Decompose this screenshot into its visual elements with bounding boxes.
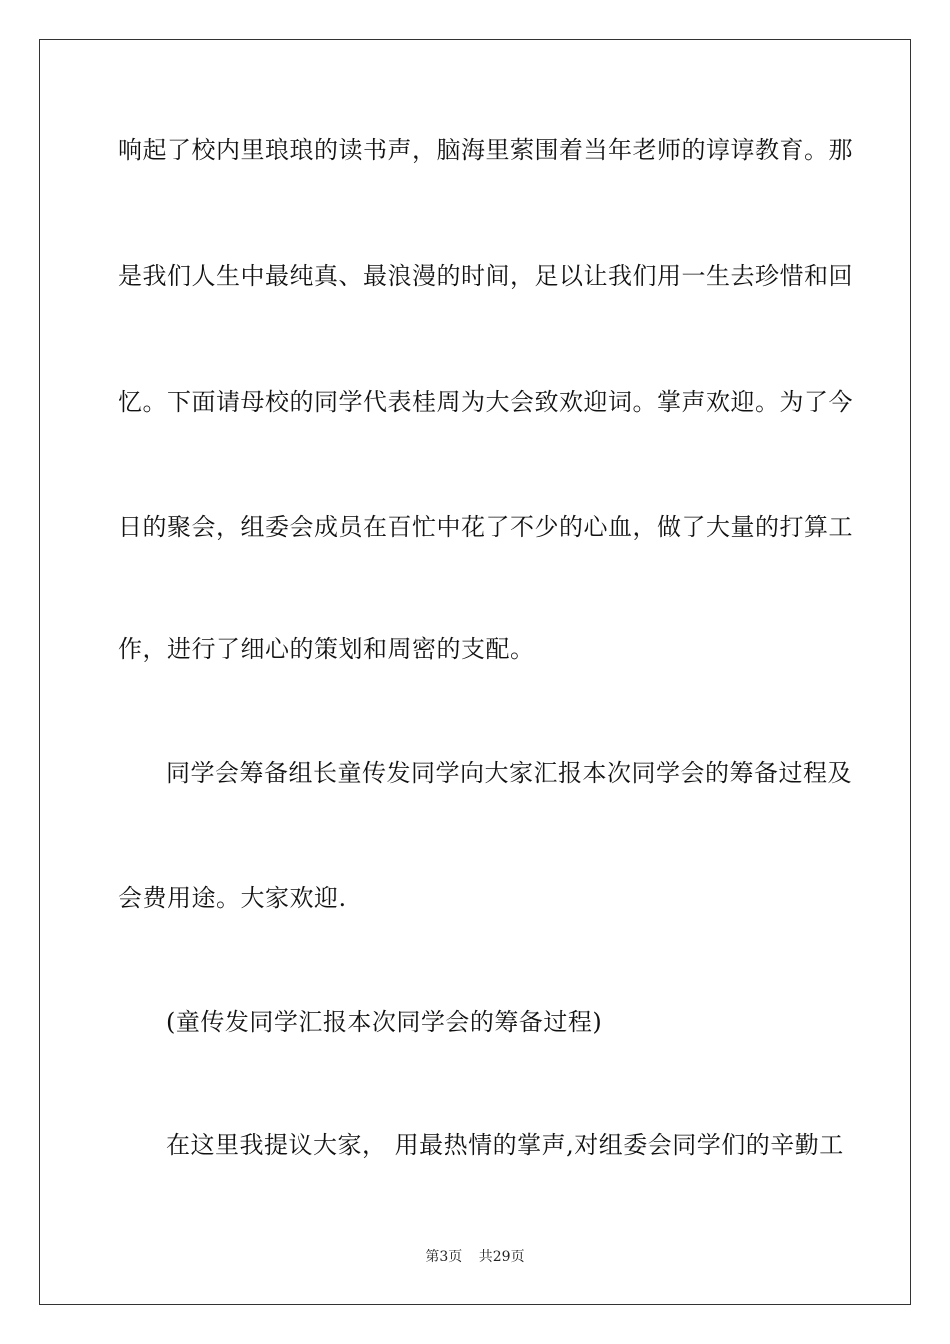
text-line-3: 忆。下面请母校的同学代表桂周为大会致欢迎词。掌声欢迎。为了今 <box>118 388 853 416</box>
page-total: 共29页 <box>478 1249 525 1265</box>
text-line-1: 响起了校内里琅琅的读书声，脑海里萦围着当年老师的谆谆教育。那 <box>118 136 853 164</box>
text-line-4: 日的聚会，组委会成员在百忙中花了不少的心血，做了大量的打算工 <box>118 513 853 541</box>
page-border <box>39 39 911 1305</box>
page-number: 第3页 <box>425 1249 463 1265</box>
text-line-7: 会费用途。大家欢迎. <box>118 884 347 912</box>
text-line-5: 作，进行了细心的策划和周密的支配。 <box>118 635 535 663</box>
text-line-2: 是我们人生中最纯真、最浪漫的时间，足以让我们用一生去珍惜和回 <box>118 262 853 290</box>
text-line-8: (童传发同学汇报本次同学会的筹备过程) <box>166 1008 603 1036</box>
text-line-9: 在这里我提议大家， 用最热情的掌声,对组委会同学们的辛勤工 <box>166 1131 844 1159</box>
text-line-6: 同学会筹备组长童传发同学向大家汇报本次同学会的筹备过程及 <box>166 759 852 787</box>
page-footer <box>0 1246 950 1266</box>
